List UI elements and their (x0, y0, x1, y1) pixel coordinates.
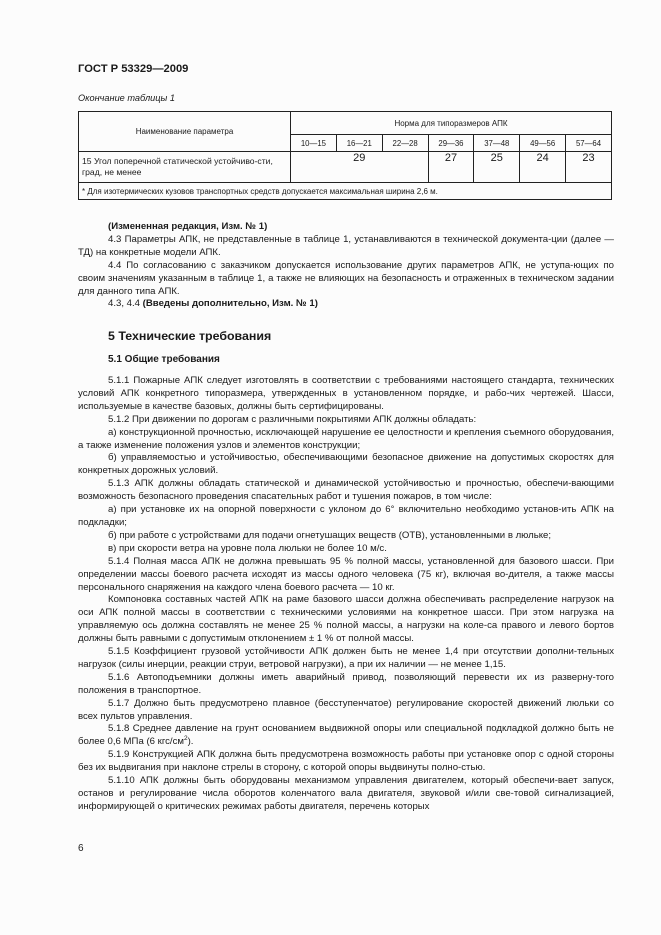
paragraph: 5.1.2 При движении по дорогам с различными покрытиями АПК должны обладать: (108, 413, 477, 425)
paragraph: 5.1.6 Автоподъемники должны иметь аварийный привод, позволяющий перевести их из разверну-того положения в транспортное. (78, 671, 614, 696)
list-item: а) конструкционной прочностью, исключающей нарушение ее целостности и крепления съемного оборудования, а также изменение положения узлов и элементов конструкции; (78, 426, 614, 451)
subsection-title: 5.1 Общие требования (108, 354, 220, 365)
row-value: 23 (566, 152, 612, 183)
size-column-header: 16—21 (336, 135, 382, 152)
table-footnote: * Для изотермических кузовов транспортных средств допускается максимальная ширина 2,6 м. (79, 183, 612, 200)
paragraph: 5.1.1 Пожарные АПК следует изготовлять в соответствии с требованиями настоящего стандарта, технических условий АПК конкретного типоразмера, утвержденных в установленном порядке, и рабо-чих чертежей. Шасси, используемые в качестве базовых, должны быть сертифицированы. (78, 375, 614, 412)
list-item: в) при скорости ветра на уровне пола люльки не более 10 м/с. (108, 542, 387, 554)
row-parameter-name: 15 Угол поперечной статической устойчиво-сти, град, не менее (79, 152, 291, 183)
p518-superscript: 2 (183, 735, 188, 743)
row-value: 24 (520, 152, 566, 183)
table-caption: Окончание таблицы 1 (78, 93, 175, 103)
table-row (79, 152, 612, 183)
paragraph: 5.1.9 Конструкцией АПК должна быть предусмотрена возможность работы при установке опор с одной стороны без их выдвигания при наклоне стрелы в сторону, с которой опоры выдвинуты полно-стью. (78, 749, 614, 774)
paragraph: 4.4 По согласованию с заказчиком допускается использование других параметров АПК, не уступа-ющих по своим значениям указанным в таблице 1, а также не влияющих на безопасность и отраженных в техническом задании для данного типа АПК. (78, 259, 614, 297)
size-column-header: 29—36 (428, 135, 474, 152)
top-paragraphs (78, 221, 614, 311)
row-value: 25 (474, 152, 520, 183)
amendment-note: (Измененная редакция, Изм. № 1) (108, 221, 268, 232)
amendment-note-43-44 (78, 298, 614, 311)
table-footnote-row (79, 183, 612, 200)
p518-tail: ). (187, 736, 194, 748)
parameter-name-header: Наименование параметра (79, 112, 291, 152)
size-column-header: 57—64 (566, 135, 612, 152)
paragraph: 4.3 Параметры АПК, не представленные в таблице 1, устанавливаются в технической документа-ции (далее — ТД) на конкретные модели АПК. (78, 233, 614, 258)
note-bold: (Введены дополнительно, Изм. № 1) (142, 298, 318, 310)
row-value: 29 (291, 152, 429, 183)
list-item: б) управляемостью и устойчивостью, обеспечивающими безопасное движение на допустимых скоростях для конкретных дорожных условий. (78, 452, 614, 477)
table-header-row (79, 112, 612, 135)
note-prefix: 4.3, 4.4 (108, 298, 143, 310)
paragraph: 5.1.3 АПК должны обладать статической и динамической устойчивостью и прочностью, обеспечи-вающими возможность безопасного проведения спасательных работ и тушения пожаров, в том числе: (78, 478, 614, 503)
standard-code: ГОСТ Р 53329—2009 (78, 63, 189, 75)
row-value: 27 (428, 152, 474, 183)
size-column-header: 10—15 (291, 135, 337, 152)
list-item: б) при работе с устройствами для подачи огнетушащих веществ (ОТВ), установленными в люльке; (108, 529, 552, 541)
paragraph: 5.1.5 Коэффициент грузовой устойчивости АПК должен быть не менее 1,4 при отсутствии дополни-тельных нагрузок (силы инерции, реакции струи, ветровой нагрузки), а при их наличии — не менее 1,15. (78, 646, 614, 670)
size-column-header: 22—28 (382, 135, 428, 152)
paragraph: 5.1.4 Полная масса АПК не должна превышать 95 % полной массы, установленной для базового шасси. При определении массы боевого расчета исходят из массы одного человека (75 кг), включая во-дителя, а также массы персонального снаряжения на каждого члена боевого расчета — 10 кг. (78, 555, 614, 593)
list-item: а) при установке их на опорной поверхности с уклоном до 6° включительно необходимо установ-ить АПК на подкладки; (78, 504, 614, 528)
size-column-header: 37—48 (474, 135, 520, 152)
p518-text: 5.1.8 Среднее давление на грунт основанием выдвижной опоры или специальной подкладкой должно быть не более 0,6 МПа (6 кгс/см (78, 723, 614, 748)
paragraph-5-1-8 (78, 723, 614, 749)
paragraph: Компоновка составных частей АПК на раме базового шасси должна обеспечивать распределение нагрузок на оси АПК полной массы в соответствии с техническими условиями на конкретное шасси. При этом нагрузка на управляемую ось должна составлять не менее 25 % полной массы, а нагрузки на коле-са правого и левого бортов должны быть равными с допустимым отклонением ± 1 % от полной массы. (78, 594, 614, 645)
size-column-header: 49—56 (520, 135, 566, 152)
paragraph: 5.1.7 Должно быть предусмотрено плавное (бесступенчатое) регулирование скоростей движений люльки со всех пультов управления. (78, 697, 614, 722)
size-group-header: Норма для типоразмеров АПК (291, 112, 612, 135)
main-paragraphs (78, 375, 614, 814)
section-title: 5 Технические требования (108, 329, 272, 343)
paragraph: 5.1.10 АПК должны быть оборудованы механизмом управления двигателем, который обеспечи-вает запуск, останов и регулирование числа оборотов коленчатого вала двигателя, звуковой и/или све-товой сигнализацией, информирующей о критических режимах работы двигателя, перечень которых (78, 775, 614, 812)
page-number: 6 (78, 843, 84, 854)
parameters-table (78, 111, 612, 200)
